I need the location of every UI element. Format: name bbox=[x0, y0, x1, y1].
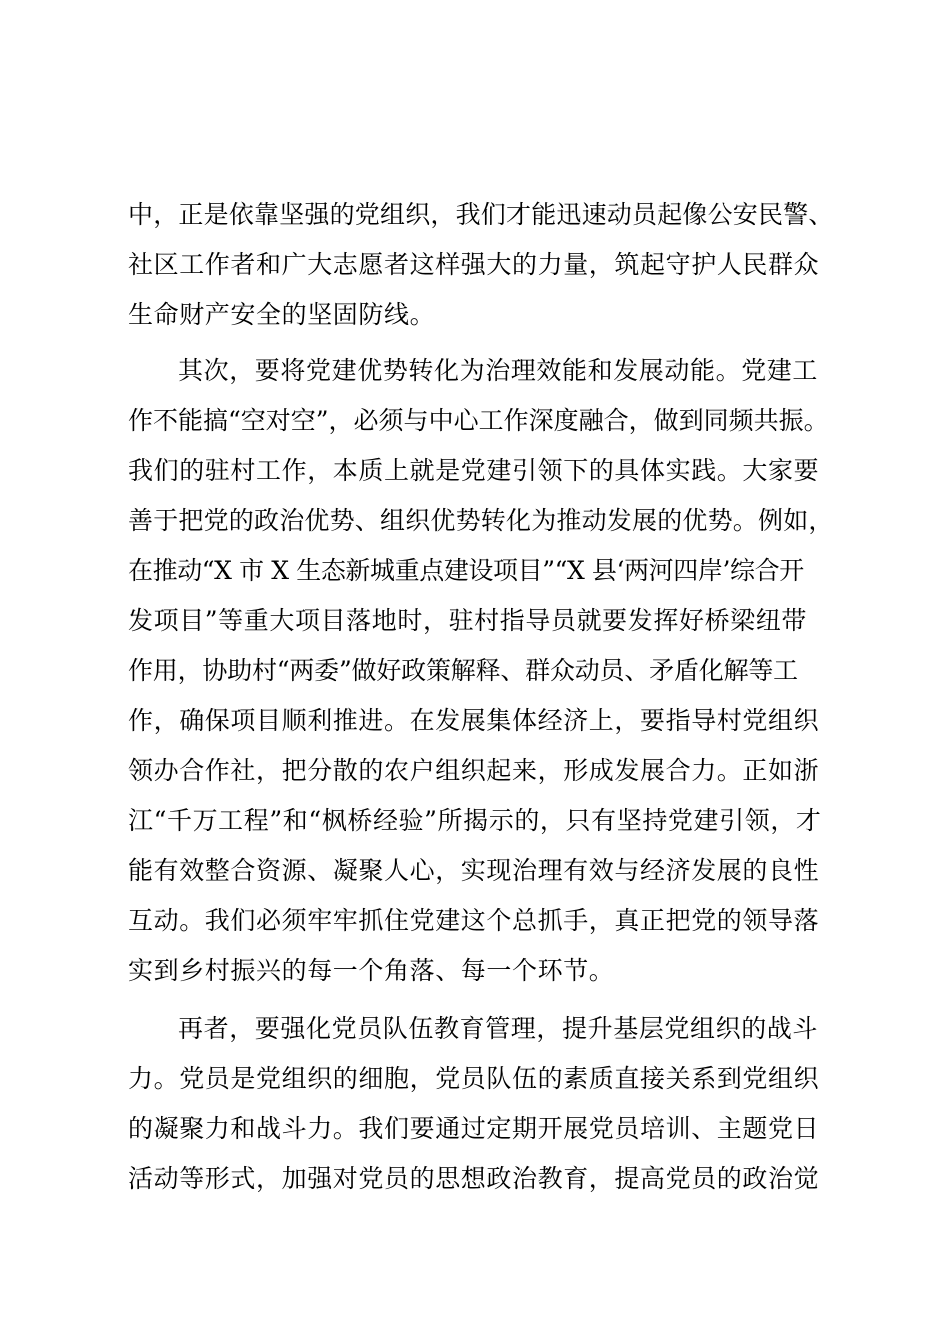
paragraph-continuation bbox=[128, 190, 834, 340]
text-line: 中，正是依靠坚强的党组织，我们才能迅速动员起像公安民警、 bbox=[128, 200, 834, 229]
text-line: 发项目”等重大项目落地时，驻村指导员就要发挥好桥梁纽带 bbox=[128, 606, 807, 635]
text-line: 实到乡村振兴的每一个角落、每一个环节。 bbox=[128, 956, 615, 985]
text-line: 领办合作社，把分散的农户组织起来，形成发展合力。正如浙 bbox=[128, 756, 820, 785]
paragraph-party-member-education bbox=[128, 1004, 828, 1204]
text-line: 的凝聚力和战斗力。我们要通过定期开展党员培训、主题党日 bbox=[128, 1114, 820, 1143]
text-line: 互动。我们必须牢牢抓住党建这个总抓手，真正把党的领导落 bbox=[128, 906, 820, 935]
text-line: 生命财产安全的坚固防线。 bbox=[128, 300, 436, 329]
text-line: 作不能搞“空对空”，必须与中心工作深度融合，做到同频共振。 bbox=[128, 406, 829, 435]
text-line: 善于把党的政治优势、组织优势转化为推动发展的优势。例如， bbox=[128, 506, 834, 535]
text-line: 能有效整合资源、凝聚人心，实现治理有效与经济发展的良性 bbox=[128, 856, 820, 885]
text-line: 力。党员是党组织的细胞，党员队伍的素质直接关系到党组织 bbox=[128, 1064, 820, 1093]
text-line: 江“千万工程”和“枫桥经验”所揭示的，只有坚持党建引领，才 bbox=[128, 806, 822, 835]
text-line: 活动等形式，加强对党员的思想政治教育，提高党员的政治觉 bbox=[128, 1164, 820, 1193]
text-line: 在推动“X 市 X 生态新城重点建设项目”“X 县‘两河四岸’综合开 bbox=[128, 556, 804, 585]
text-line: 我们的驻村工作，本质上就是党建引领下的具体实践。大家要 bbox=[128, 456, 820, 485]
text-line: 再者，要强化党员队伍教育管理，提升基层党组织的战斗 bbox=[178, 1014, 819, 1043]
text-line: 社区工作者和广大志愿者这样强大的力量，筑起守护人民群众 bbox=[128, 250, 820, 279]
text-line: 其次，要将党建优势转化为治理效能和发展动能。党建工 bbox=[178, 356, 819, 385]
paragraph-party-building-advantage bbox=[128, 346, 834, 996]
text-line: 作，确保项目顺利推进。在发展集体经济上，要指导村党组织 bbox=[128, 706, 820, 735]
text-line: 作用，协助村“两委”做好政策解释、群众动员、矛盾化解等工 bbox=[128, 656, 798, 685]
